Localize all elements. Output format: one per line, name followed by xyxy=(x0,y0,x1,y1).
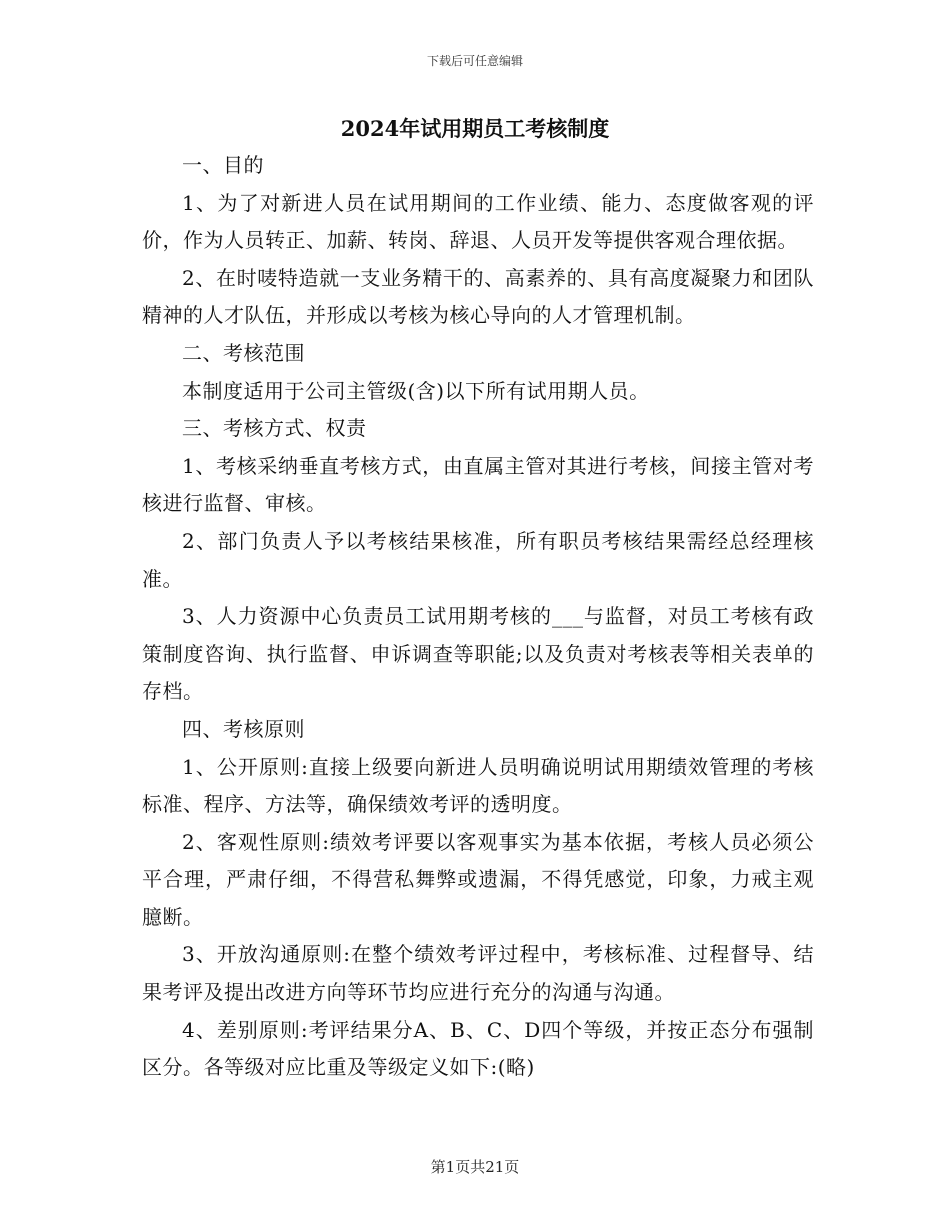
paragraph: 本制度适用于公司主管级(含)以下所有试用期人员。 xyxy=(182,378,650,403)
paragraph: 2、在时唛特造就一支业务精干的、高素养的、具有高度凝聚力和团队精神的人才队伍，并形成以考核为核心导向的人才管理机制。 xyxy=(142,265,814,328)
section-heading-purpose: 一、目的 xyxy=(182,153,264,177)
paragraph: 2、部门负责人予以考核结果核准，所有职员考核结果需经总经理核准。 xyxy=(142,528,814,591)
page-footer: 第1页共21页 xyxy=(430,1158,520,1176)
paragraph: 3、开放沟通原则:在整个绩效考评过程中，考核标准、过程督导、结果考评及提出改进方向等环节均应进行充分的沟通与沟通。 xyxy=(142,942,814,1005)
paragraph: 2、客观性原则:绩效考评要以客观事实为基本依据，考核人员必须公平合理，严肃仔细，不得营私舞弊或遗漏，不得凭感觉，印象，力戒主观臆断。 xyxy=(142,829,814,929)
document-title: 2024年试用期员工考核制度 xyxy=(340,116,610,141)
section-heading-method: 三、考核方式、权责 xyxy=(182,416,367,441)
section-heading-principles: 四、考核原则 xyxy=(182,716,305,741)
header-note: 下载后可任意编辑 xyxy=(426,54,523,68)
document-body xyxy=(142,147,814,1087)
paragraph: 1、公开原则:直接上级要向新进人员明确说明试用期绩效管理的考核标准、程序、方法等，确保绩效考评的透明度。 xyxy=(142,754,814,817)
paragraph: 1、为了对新进人员在试用期间的工作业绩、能力、态度做客观的评价，作为人员转正、加薪、转岗、辞退、人员开发等提供客观合理依据。 xyxy=(142,190,814,253)
paragraph: 1、考核采纳垂直考核方式，由直属主管对其进行考核，间接主管对考核进行监督、审核。 xyxy=(142,453,814,516)
section-heading-scope: 二、考核范围 xyxy=(182,340,305,365)
paragraph: 3、人力资源中心负责员工试用期考核的___与监督，对员工考核有政策制度咨询、执行监督、申诉调查等职能;以及负责对考核表等相关表单的存档。 xyxy=(142,604,814,704)
paragraph: 4、差别原则:考评结果分A、B、C、D四个等级，并按正态分布强制区分。各等级对应比重及等级定义如下:(略) xyxy=(142,1017,814,1080)
